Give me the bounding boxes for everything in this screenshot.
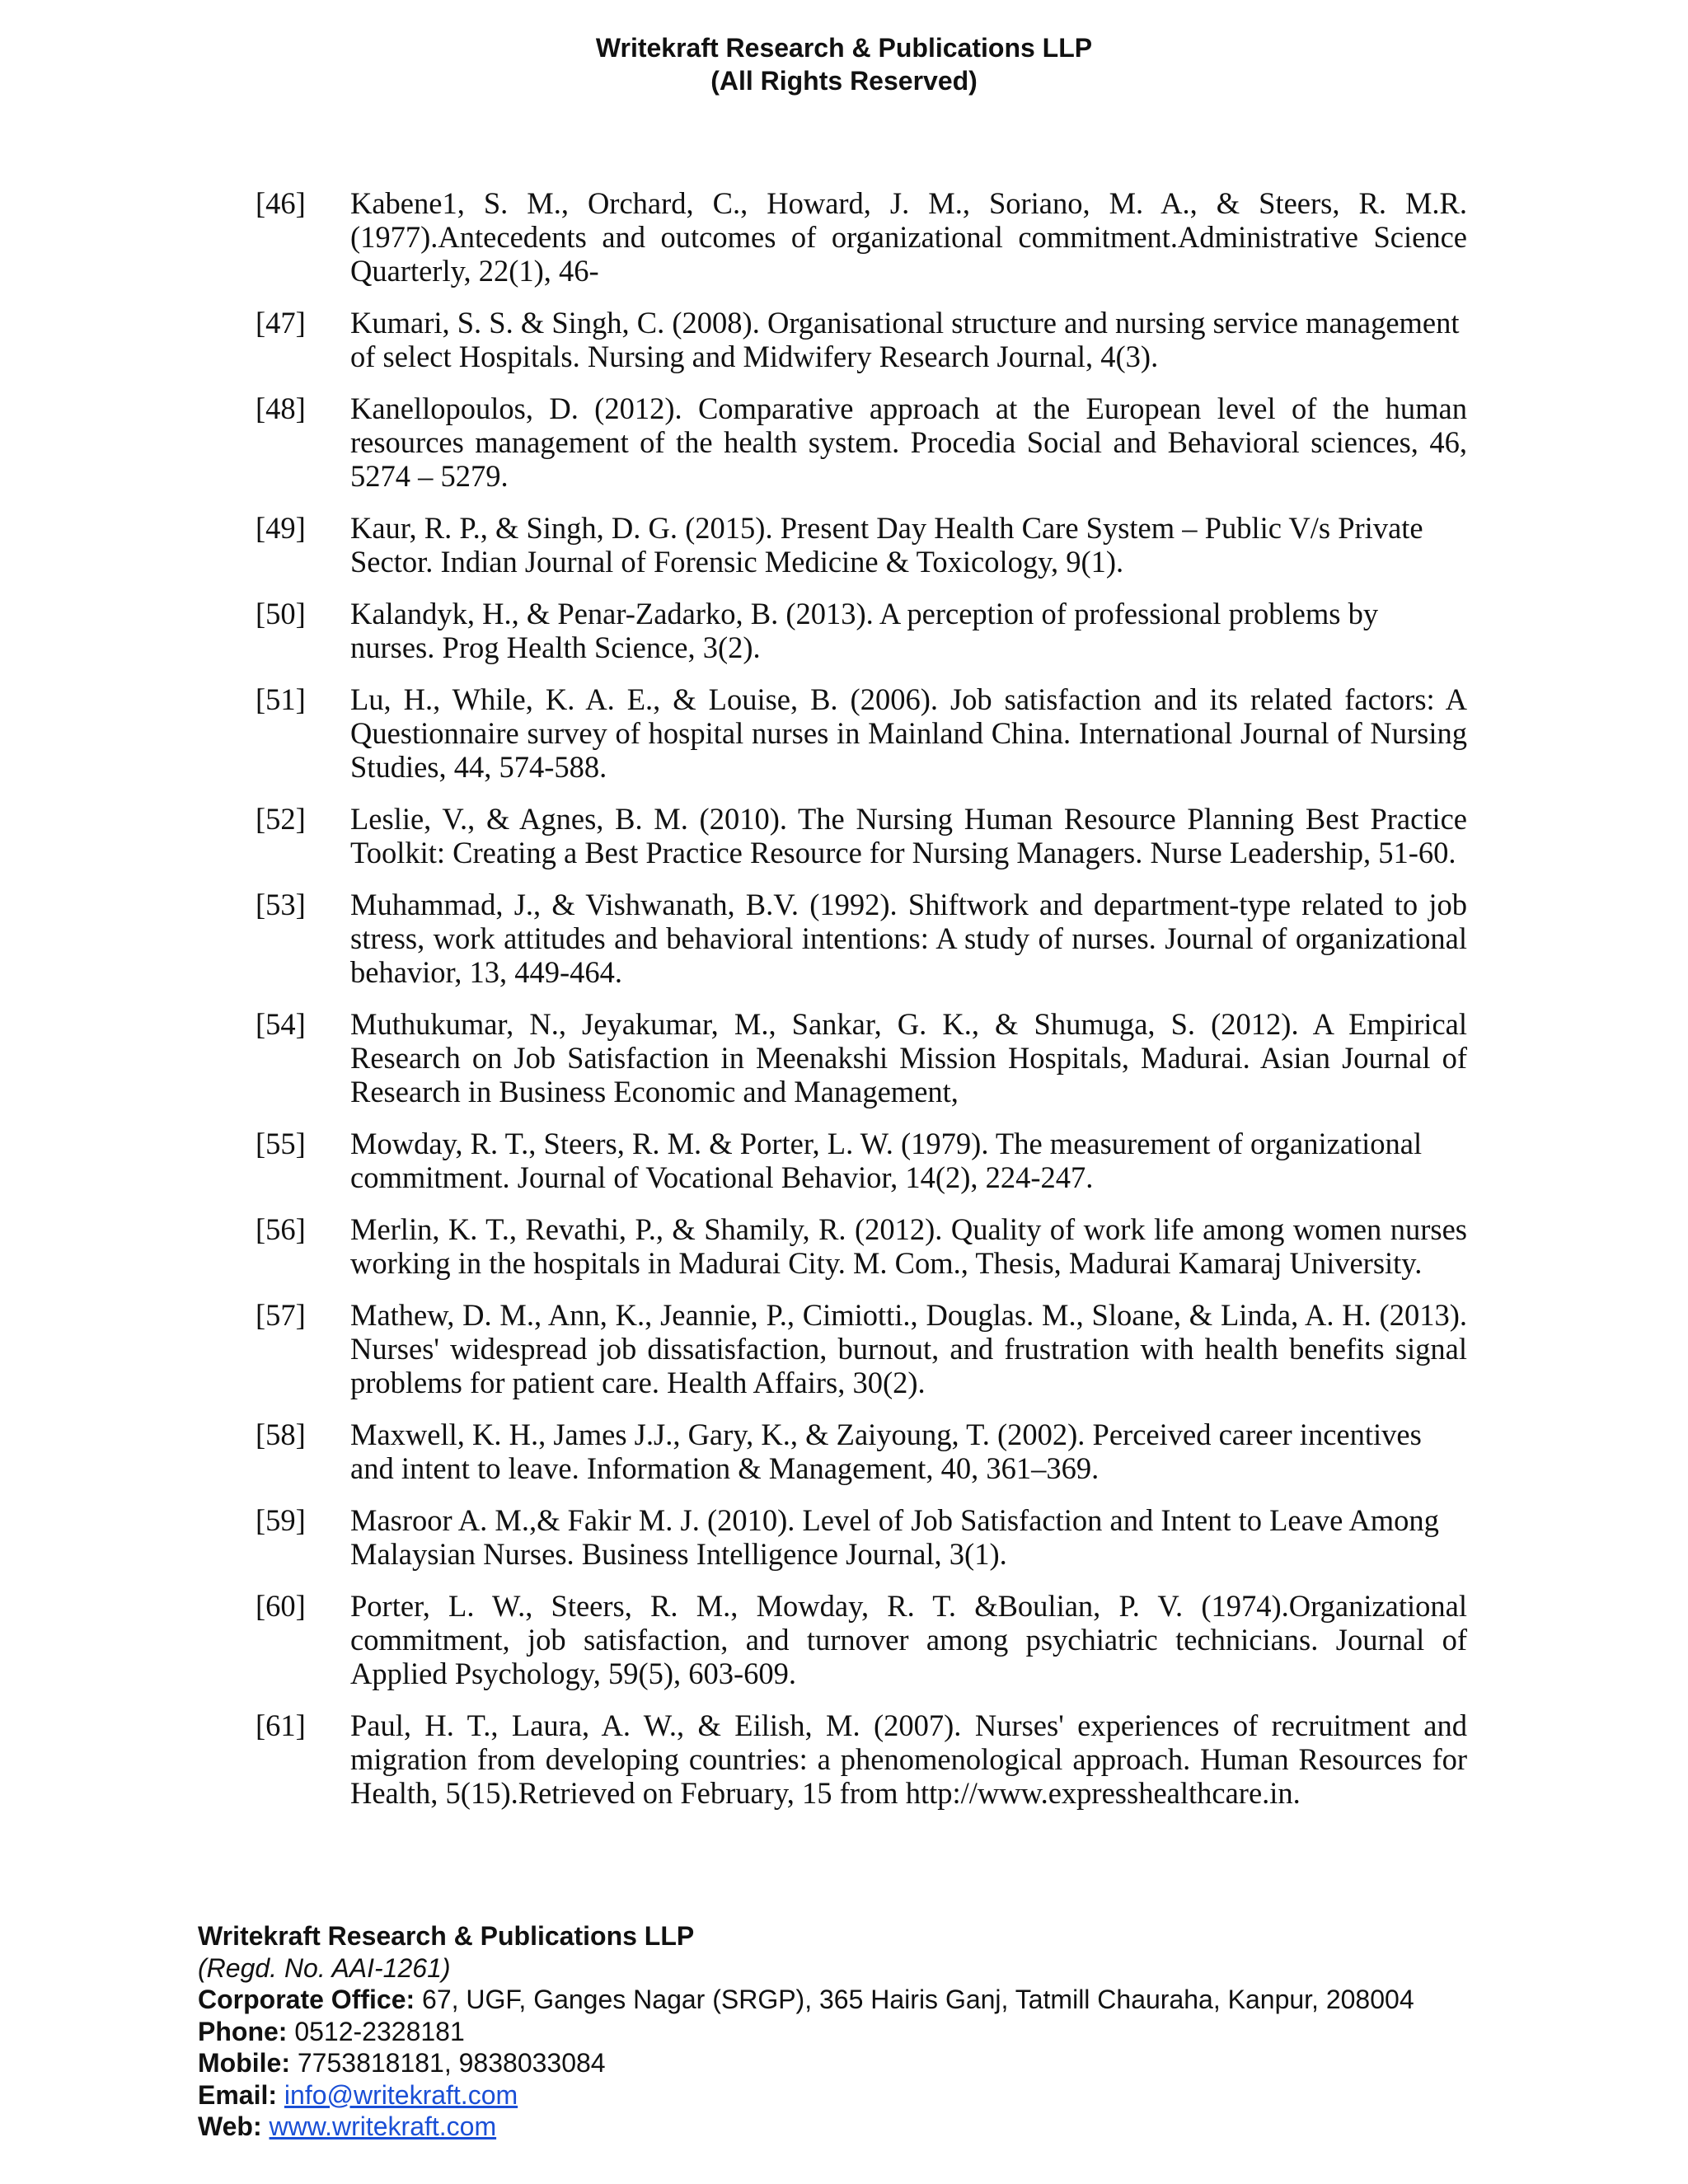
reference-item (256, 391, 1467, 493)
reference-text: Kabene1, S. M., Orchard, C., Howard, J. M., Soriano, M. A., & Steers, R. M.R. (1977).Antecedents and outcomes of organizational commitment.Administrative Science Quarterly, 22(1), 46- (350, 186, 1467, 288)
reference-number: [51] (256, 682, 306, 716)
reference-number: [61] (256, 1708, 306, 1742)
footer-company: Writekraft Research & Publications LLP (198, 1921, 695, 1951)
reference-item (256, 1503, 1467, 1571)
reference-number: [60] (256, 1589, 306, 1623)
reference-item (256, 186, 1467, 288)
header-rights: (All Rights Reserved) (710, 66, 978, 96)
reference-text: Kalandyk, H., & Penar-Zadarko, B. (2013). A perception of professional problems by nurses. Prog Health Science, 3(2). (350, 597, 1379, 664)
reference-text: Porter, L. W., Steers, R. M., Mowday, R. T. &Boulian, P. V. (1974).Organizational commitment, job satisfaction, and turnover among psychiatric technicians. Journal of Applied Psychology, 59(5), 603-609. (350, 1589, 1467, 1690)
reference-text: Muthukumar, N., Jeyakumar, M., Sankar, G. K., & Shumuga, S. (2012). A Empirical Research on Job Satisfaction in Meenakshi Mission Hospitals, Madurai. Asian Journal of Research in Business Economic and Management, (350, 1007, 1467, 1108)
reference-text: Mathew, D. M., Ann, K., Jeannie, P., Cimiotti., Douglas. M., Sloane, & Linda, A. H. (2013). Nurses' widespread job dissatisfaction, burnout, and frustration with health benefits signal problems for patient care. Health Affairs, 30(2). (350, 1298, 1467, 1399)
reference-item (256, 1298, 1467, 1399)
mobile-label: Mobile: (198, 2048, 290, 2078)
reference-number: [49] (256, 511, 306, 545)
footer-phone (198, 2016, 1599, 2048)
reference-item (256, 1127, 1467, 1194)
reference-text: Muhammad, J., & Vishwanath, B.V. (1992). Shiftwork and department-type related to job stress, work attitudes and behavioral intentions: A study of nurses. Journal of organizational behavior, 13, 449-464. (350, 888, 1467, 989)
reference-list (256, 186, 1467, 1828)
reference-number: [46] (256, 186, 306, 220)
reference-text: Kumari, S. S. & Singh, C. (2008). Organisational structure and nursing service management of select Hospitals. Nursing and Midwifery Research Journal, 4(3). (350, 306, 1460, 373)
phone-value: 0512-2328181 (287, 2016, 465, 2046)
reference-number: [48] (256, 391, 306, 425)
reference-number: [53] (256, 888, 306, 921)
reference-text: Leslie, V., & Agnes, B. M. (2010). The Nursing Human Resource Planning Best Practice Toolkit: Creating a Best Practice Resource for Nursing Managers. Nurse Leadership, 51-60. (350, 802, 1467, 869)
footer-mobile (198, 2047, 1599, 2079)
reference-number: [58] (256, 1418, 306, 1451)
reference-number: [59] (256, 1503, 306, 1537)
reference-item (256, 1418, 1467, 1485)
reference-item (256, 1708, 1467, 1810)
reference-item (256, 306, 1467, 373)
reference-text: Masroor A. M.,& Fakir M. J. (2010). Level of Job Satisfaction and Intent to Leave Among Malaysian Nurses. Business Intelligence Journal, 3(1). (350, 1503, 1439, 1571)
reference-number: [47] (256, 306, 306, 340)
reference-item (256, 1007, 1467, 1108)
reference-text: Kanellopoulos, D. (2012). Comparative approach at the European level of the human resources management of the health system. Procedia Social and Behavioral sciences, 46, 5274 – 5279. (350, 391, 1467, 493)
reference-number: [52] (256, 802, 306, 836)
page-footer (198, 1920, 1599, 2143)
reference-text: Mowday, R. T., Steers, R. M. & Porter, L. W. (1979). The measurement of organizational commitment. Journal of Vocational Behavior, 14(2), 224-247. (350, 1127, 1423, 1194)
reference-number: [55] (256, 1127, 306, 1160)
footer-email (198, 2079, 1599, 2111)
reference-item (256, 1212, 1467, 1280)
reference-item (256, 802, 1467, 869)
reference-item (256, 1589, 1467, 1690)
phone-label: Phone: (198, 2016, 288, 2046)
reference-item (256, 888, 1467, 989)
reference-text: Maxwell, K. H., James J.J., Gary, K., & Zaiyoung, T. (2002). Perceived career incentives and intent to leave. Information & Management, 40, 361–369. (350, 1418, 1422, 1485)
footer-office (198, 1984, 1599, 2016)
reference-text: Kaur, R. P., & Singh, D. G. (2015). Present Day Health Care System – Public V/s Private Sector. Indian Journal of Forensic Medicine & Toxicology, 9(1). (350, 511, 1423, 579)
reference-item (256, 682, 1467, 784)
office-value: 67, UGF, Ganges Nagar (SRGP), 365 Hairis Ganj, Tatmill Chauraha, Kanpur, 208004 (415, 1985, 1414, 2014)
footer-web (198, 2111, 1599, 2143)
reference-text: Paul, H. T., Laura, A. W., & Eilish, M. (2007). Nurses' experiences of recruitment and migration from developing countries: a phenomenological approach. Human Resources for Health, 5(15).Retrieved on February, 15 from http://www.expresshealthcare.in. (350, 1708, 1467, 1810)
header-company: Writekraft Research & Publications LLP (595, 33, 1093, 63)
email-label: Email: (198, 2079, 278, 2110)
page-header (0, 31, 1688, 97)
reference-item (256, 511, 1467, 579)
web-label: Web: (198, 2111, 262, 2141)
reference-number: [54] (256, 1007, 306, 1041)
mobile-value: 7753818181, 9838033084 (289, 2048, 606, 2078)
reference-number: [50] (256, 597, 306, 630)
web-link[interactable]: www.writekraft.com (269, 2111, 497, 2141)
reference-number: [56] (256, 1212, 306, 1246)
reference-item (256, 597, 1467, 664)
footer-registration: (Regd. No. AAI-1261) (198, 1952, 451, 1983)
reference-number: [57] (256, 1298, 306, 1332)
reference-text: Merlin, K. T., Revathi, P., & Shamily, R. (2012). Quality of work life among women nurses working in the hospitals in Madurai City. M. Com., Thesis, Madurai Kamaraj University. (350, 1212, 1467, 1280)
reference-text: Lu, H., While, K. A. E., & Louise, B. (2006). Job satisfaction and its related factors: A Questionnaire survey of hospital nurses in Mainland China. International Journal of Nursing Studies, 44, 574-588. (350, 682, 1467, 784)
office-label: Corporate Office: (198, 1985, 415, 2014)
email-link[interactable]: info@writekraft.com (284, 2079, 518, 2110)
